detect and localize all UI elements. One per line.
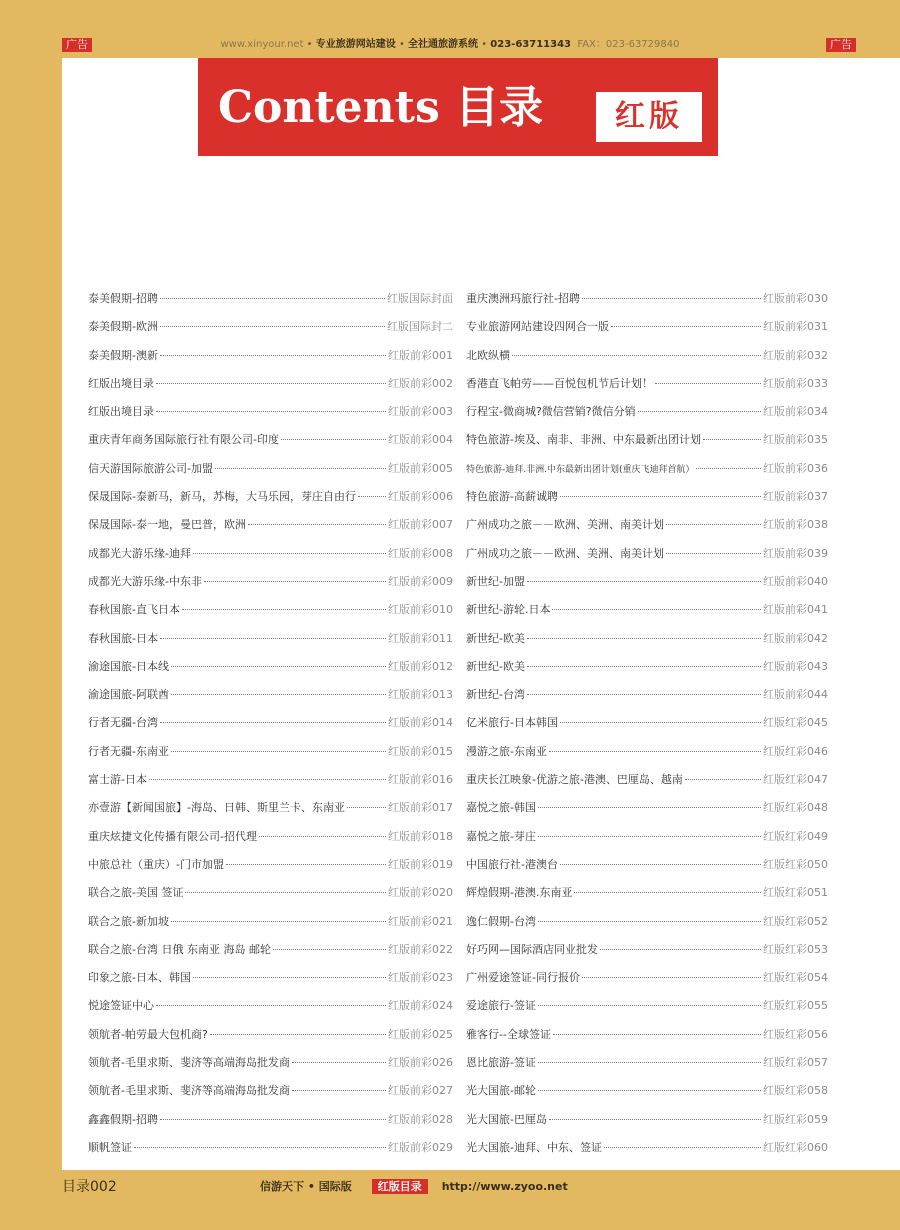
ad-badge-left: 广告 bbox=[62, 38, 92, 52]
toc-entry[interactable] bbox=[466, 743, 828, 771]
toc-entry-title: 新世纪-欧美 bbox=[466, 659, 525, 673]
leader-dots bbox=[160, 355, 386, 356]
leader-dots bbox=[527, 694, 761, 695]
top-bar bbox=[0, 35, 900, 55]
toc-entry-page: 红版前彩022 bbox=[388, 942, 453, 956]
footer-page-number: 目录002 bbox=[62, 1179, 117, 1195]
leader-dots bbox=[171, 694, 386, 695]
header-service-1: 专业旅游网站建设 bbox=[315, 39, 396, 50]
toc-entry-page: 红版红彩056 bbox=[763, 1027, 828, 1041]
toc-entry-page: 红版前彩037 bbox=[763, 490, 828, 504]
toc-right-column bbox=[466, 290, 828, 1167]
toc-entry-page: 红版红彩047 bbox=[763, 773, 828, 787]
toc-entry-title: 重庆炫捷文化传播有限公司-招代理 bbox=[88, 829, 257, 843]
leader-dots bbox=[553, 1034, 761, 1035]
toc-entry-title: 富士游-日本 bbox=[88, 773, 147, 787]
toc-entry-title: 渝途国旅-日本线 bbox=[88, 659, 169, 673]
ad-badge-right: 广告 bbox=[826, 38, 856, 52]
toc-entry-title: 联合之旅-美国 签证 bbox=[88, 886, 184, 900]
toc-entry[interactable] bbox=[88, 318, 453, 346]
edition-badge: 红版 bbox=[596, 92, 702, 142]
toc-entry-page: 红版前彩015 bbox=[388, 744, 453, 758]
toc-entry[interactable] bbox=[466, 403, 828, 431]
toc-entry-title: 春秋国旅-直飞日本 bbox=[88, 603, 180, 617]
toc-entry-page: 红版前彩044 bbox=[763, 688, 828, 702]
toc-entry[interactable] bbox=[88, 1111, 453, 1139]
toc-left-column bbox=[88, 290, 453, 1167]
leader-dots bbox=[703, 439, 761, 440]
toc-entry-page: 红版前彩013 bbox=[388, 688, 453, 702]
toc-entry-title: 亦壹游【新闻国旅】-海岛、日韩、斯里兰卡、东南亚 bbox=[88, 801, 345, 815]
toc-entry-page: 红版前彩042 bbox=[763, 631, 828, 645]
toc-entry-page: 红版红彩046 bbox=[763, 744, 828, 758]
leader-dots bbox=[160, 326, 385, 327]
toc-entry[interactable] bbox=[88, 969, 453, 997]
leader-dots bbox=[527, 666, 761, 667]
header-fax: FAX：023-63729840 bbox=[577, 39, 680, 50]
toc-entry[interactable] bbox=[466, 516, 828, 544]
toc-entry-title: 嘉悦之旅-芽庄 bbox=[466, 829, 536, 843]
toc-entry-page: 红版前彩039 bbox=[763, 546, 828, 560]
header-info: www.xinyour.net • 专业旅游网站建设 • 全社通旅游系统 • 023-63711343 FAX：023-63729840 bbox=[220, 39, 680, 50]
toc-entry[interactable] bbox=[466, 828, 828, 856]
toc-entry-page: 红版红彩045 bbox=[763, 716, 828, 730]
leader-dots bbox=[273, 949, 386, 950]
toc-entry-title: 渝途国旅-阿联酋 bbox=[88, 688, 169, 702]
toc-entry-title: 光大国旅-巴厘岛 bbox=[466, 1112, 547, 1126]
leader-dots bbox=[226, 864, 386, 865]
toc-entry-title: 广州成功之旅－－欧洲、美洲、南美计划 bbox=[466, 518, 664, 532]
toc-entry[interactable] bbox=[88, 1082, 453, 1110]
toc-entry-page: 红版前彩016 bbox=[388, 773, 453, 787]
leader-dots bbox=[134, 1147, 386, 1148]
leader-dots bbox=[259, 836, 386, 837]
leader-dots bbox=[156, 1005, 386, 1006]
toc-entry-page: 红版前彩005 bbox=[388, 461, 453, 475]
toc-entry[interactable] bbox=[88, 941, 453, 969]
toc-entry-title: 重庆澳洲玛旅行社-招聘 bbox=[466, 292, 580, 305]
toc-entry-page: 红版红彩050 bbox=[763, 857, 828, 871]
toc-entry[interactable] bbox=[466, 913, 828, 941]
toc-entry-page: 红版前彩024 bbox=[388, 999, 453, 1013]
toc-entry-page: 红版红彩051 bbox=[763, 886, 828, 900]
toc-entry[interactable] bbox=[88, 375, 453, 403]
leader-dots bbox=[560, 722, 761, 723]
toc-entry-title: 爱途旅行-签证 bbox=[466, 999, 536, 1013]
footer-center bbox=[260, 1178, 568, 1194]
leader-dots bbox=[685, 779, 761, 780]
leader-dots bbox=[527, 581, 761, 582]
toc-entry[interactable] bbox=[88, 771, 453, 799]
toc-entry-page: 红版前彩012 bbox=[388, 659, 453, 673]
toc-entry-page: 红版红彩055 bbox=[763, 999, 828, 1013]
toc-entry-page: 红版红彩057 bbox=[763, 1056, 828, 1070]
toc-entry-page: 红版前彩003 bbox=[388, 405, 453, 419]
leader-dots bbox=[292, 1090, 386, 1091]
toc-entry-page: 红版前彩026 bbox=[388, 1056, 453, 1070]
leader-dots bbox=[160, 638, 386, 639]
toc-entry-title: 中国旅行社-港澳台 bbox=[466, 857, 558, 871]
toc-entry-title: 成都光大游乐缘-迪拜 bbox=[88, 546, 191, 560]
toc-entry-page: 红版国际封二 bbox=[387, 320, 453, 334]
toc-entry[interactable] bbox=[466, 601, 828, 629]
toc-entry-page: 红版前彩038 bbox=[763, 518, 828, 532]
leader-dots bbox=[156, 383, 386, 384]
toc-entry[interactable] bbox=[466, 290, 828, 318]
leader-dots bbox=[149, 779, 386, 780]
header-service-2: 全社通旅游系统 bbox=[408, 39, 479, 50]
leader-dots bbox=[538, 921, 761, 922]
toc-entry-page: 红版红彩053 bbox=[763, 942, 828, 956]
toc-entry-title: 新世纪-台湾 bbox=[466, 688, 525, 702]
leader-dots bbox=[358, 496, 386, 497]
toc-entry-title: 春秋国旅-日本 bbox=[88, 631, 158, 645]
toc-entry[interactable] bbox=[88, 1054, 453, 1082]
toc-entry-title: 雅客行--全球签证 bbox=[466, 1027, 551, 1041]
leader-dots bbox=[171, 666, 386, 667]
toc-entry-page: 红版前彩020 bbox=[388, 886, 453, 900]
toc-entry[interactable] bbox=[88, 431, 453, 459]
leader-dots bbox=[160, 1119, 386, 1120]
leader-dots bbox=[560, 864, 761, 865]
toc-entry[interactable] bbox=[88, 686, 453, 714]
toc-entry[interactable] bbox=[466, 1026, 828, 1054]
toc-entry-title: 成都光大游乐缘-中东非 bbox=[88, 574, 202, 588]
toc-entry-page: 红版前彩025 bbox=[388, 1027, 453, 1041]
leader-dots bbox=[582, 977, 761, 978]
toc-entry-title: 泰美假期-澳新 bbox=[88, 348, 158, 362]
leader-dots bbox=[655, 383, 761, 384]
toc-entry-title: 中旅总社（重庆）-门市加盟 bbox=[88, 857, 224, 871]
toc-entry-page: 红版前彩010 bbox=[388, 603, 453, 617]
leader-dots bbox=[696, 468, 761, 469]
toc-entry[interactable] bbox=[466, 799, 828, 827]
toc-entry-page: 红版前彩032 bbox=[763, 348, 828, 362]
toc-entry-page: 红版前彩028 bbox=[388, 1112, 453, 1126]
toc-entry-page: 红版前彩030 bbox=[763, 292, 828, 305]
toc-entry-title: 新世纪-游轮.日本 bbox=[466, 603, 551, 617]
toc-entry[interactable] bbox=[466, 573, 828, 601]
toc-entry-title: 广州成功之旅－－欧洲、美洲、南美计划 bbox=[466, 546, 664, 560]
toc-entry-page: 红版国际封面 bbox=[387, 292, 453, 305]
toc-entry[interactable] bbox=[88, 488, 453, 516]
toc-entry-page: 红版红彩052 bbox=[763, 914, 828, 928]
toc-entry-page: 红版前彩002 bbox=[388, 376, 453, 390]
toc-entry[interactable] bbox=[466, 884, 828, 912]
toc-entry[interactable] bbox=[466, 630, 828, 658]
toc-entry-page: 红版前彩031 bbox=[763, 320, 828, 334]
header-site-link[interactable]: www.xinyour.net bbox=[220, 39, 304, 50]
toc-entry-page: 红版前彩033 bbox=[763, 376, 828, 390]
toc-entry[interactable] bbox=[466, 1139, 828, 1167]
toc-entry-title: 特色旅游-迪拜.非洲.中东最新出团计划(重庆飞迪拜首航） bbox=[466, 464, 695, 475]
toc-entry[interactable] bbox=[88, 403, 453, 431]
toc-entry-title: 新世纪-欧美 bbox=[466, 631, 525, 645]
footer-brand: 信游天下 • 国际版 bbox=[260, 1180, 352, 1193]
toc-entry-title: 逸仁假期-台湾 bbox=[466, 914, 536, 928]
leader-dots bbox=[549, 751, 761, 752]
toc-entry-page: 红版前彩021 bbox=[388, 914, 453, 928]
toc-entry-page: 红版前彩004 bbox=[388, 433, 453, 447]
toc-entry[interactable] bbox=[88, 1026, 453, 1054]
toc-entry-page: 红版前彩035 bbox=[763, 433, 828, 447]
toc-entry-title: 联合之旅-新加坡 bbox=[88, 914, 169, 928]
toc-entry[interactable] bbox=[466, 460, 828, 488]
toc-entry[interactable] bbox=[88, 516, 453, 544]
toc-entry[interactable] bbox=[88, 573, 453, 601]
toc-entry[interactable] bbox=[88, 856, 453, 884]
toc-entry-page: 红版前彩040 bbox=[763, 574, 828, 588]
toc-entry[interactable] bbox=[466, 545, 828, 573]
toc-entry-title: 信天游国际旅游公司-加盟 bbox=[88, 461, 213, 475]
toc-entry-title: 新世纪-加盟 bbox=[466, 574, 525, 588]
leader-dots bbox=[210, 1034, 386, 1035]
toc-entry-title: 北欧纵横 bbox=[466, 348, 510, 362]
toc-entry-title: 专业旅游网站建设四网合一版 bbox=[466, 320, 609, 334]
leader-dots bbox=[347, 807, 386, 808]
toc-entry-page: 红版前彩014 bbox=[388, 716, 453, 730]
toc-entry-title: 重庆青年商务国际旅行社有限公司-印度 bbox=[88, 433, 279, 447]
toc-entry[interactable] bbox=[88, 714, 453, 742]
toc-entry[interactable] bbox=[88, 997, 453, 1025]
toc-entry[interactable] bbox=[466, 658, 828, 686]
leader-dots bbox=[193, 553, 386, 554]
leader-dots bbox=[538, 807, 761, 808]
toc-entry-title: 联合之旅-台湾 日俄 东南亚 海岛 邮轮 bbox=[88, 942, 271, 956]
toc-entry-title: 特色旅游-埃及、南非、非洲、中东最新出团计划 bbox=[466, 433, 701, 447]
leader-dots bbox=[552, 609, 761, 610]
toc-entry-title: 领航者-帕劳最大包机商? bbox=[88, 1027, 208, 1041]
toc-entry-title: 鑫鑫假期-招聘 bbox=[88, 1112, 158, 1126]
leader-dots bbox=[600, 949, 761, 950]
leader-dots bbox=[248, 524, 386, 525]
leader-dots bbox=[538, 1005, 761, 1006]
toc-entry-title: 漫游之旅-东南亚 bbox=[466, 744, 547, 758]
toc-entry-title: 泰美假期-招聘 bbox=[88, 292, 158, 305]
leader-dots bbox=[160, 298, 385, 299]
toc-entry[interactable] bbox=[466, 1111, 828, 1139]
toc-entry-page: 红版红彩049 bbox=[763, 829, 828, 843]
leader-dots bbox=[666, 553, 761, 554]
toc-entry[interactable] bbox=[466, 771, 828, 799]
toc-entry[interactable] bbox=[466, 375, 828, 403]
toc-entry[interactable] bbox=[466, 997, 828, 1025]
toc-entry-title: 悦途签证中心 bbox=[88, 999, 154, 1013]
toc-entry[interactable] bbox=[466, 856, 828, 884]
contents-banner bbox=[198, 58, 718, 156]
leader-dots bbox=[292, 1062, 386, 1063]
toc-entry-page: 红版红彩054 bbox=[763, 971, 828, 985]
leader-dots bbox=[160, 722, 386, 723]
leader-dots bbox=[604, 1147, 761, 1148]
footer-bar bbox=[0, 1172, 900, 1200]
toc-entry-page: 红版前彩041 bbox=[763, 603, 828, 617]
toc-entry[interactable] bbox=[88, 1139, 453, 1167]
toc-entry-title: 领航者-毛里求斯、斐济等高端海岛批发商 bbox=[88, 1056, 290, 1070]
leader-dots bbox=[560, 496, 761, 497]
toc-entry[interactable] bbox=[88, 743, 453, 771]
toc-entry[interactable] bbox=[88, 347, 453, 375]
toc-entry-title: 领航者-毛里求斯、斐济等高端海岛批发商 bbox=[88, 1084, 290, 1098]
toc-entry-page: 红版前彩034 bbox=[763, 405, 828, 419]
toc-entry-page: 红版前彩009 bbox=[388, 574, 453, 588]
toc-entry-title: 亿米旅行-日本韩国 bbox=[466, 716, 558, 730]
leader-dots bbox=[538, 836, 761, 837]
toc-entry-title: 印象之旅-日本、韩国 bbox=[88, 971, 191, 985]
leader-dots bbox=[574, 892, 761, 893]
toc-entry[interactable] bbox=[466, 488, 828, 516]
toc-entry[interactable] bbox=[88, 601, 453, 629]
toc-entry[interactable] bbox=[466, 714, 828, 742]
toc-entry-title: 红版出境目录 bbox=[88, 376, 154, 390]
toc-entry[interactable] bbox=[88, 884, 453, 912]
toc-entry-title: 行者无疆-东南亚 bbox=[88, 744, 169, 758]
toc-entry-page: 红版前彩018 bbox=[388, 829, 453, 843]
leader-dots bbox=[666, 524, 761, 525]
toc-entry-page: 红版前彩043 bbox=[763, 659, 828, 673]
toc-entry[interactable] bbox=[466, 1082, 828, 1110]
toc-entry-page: 红版前彩011 bbox=[388, 631, 453, 645]
toc-entry[interactable] bbox=[88, 630, 453, 658]
toc-entry-page: 红版前彩017 bbox=[388, 801, 453, 815]
toc-entry-title: 保晟国际-泰一地，曼巴普，欧洲 bbox=[88, 518, 246, 532]
leader-dots bbox=[171, 921, 386, 922]
toc-entry[interactable] bbox=[88, 828, 453, 856]
toc-entry-title: 嘉悦之旅-韩国 bbox=[466, 801, 536, 815]
toc-entry[interactable] bbox=[88, 460, 453, 488]
toc-entry-title: 好巧网—国际酒店同业批发 bbox=[466, 942, 598, 956]
footer-tag: 红版目录 bbox=[372, 1179, 428, 1194]
toc-entry-page: 红版前彩007 bbox=[388, 518, 453, 532]
leader-dots bbox=[582, 298, 761, 299]
toc-entry-page: 红版前彩027 bbox=[388, 1084, 453, 1098]
toc-entry-page: 红版前彩029 bbox=[388, 1140, 453, 1154]
toc-entry-page: 红版红彩058 bbox=[763, 1084, 828, 1098]
leader-dots bbox=[611, 326, 761, 327]
toc-entry-title: 广州爱途签证-同行报价 bbox=[466, 971, 580, 985]
toc-entry[interactable] bbox=[88, 545, 453, 573]
toc-entry-title: 光大国旅-邮轮 bbox=[466, 1084, 536, 1098]
banner-title: Contents 目录 bbox=[218, 82, 544, 133]
toc-entry-page: 红版前彩006 bbox=[388, 490, 453, 504]
leader-dots bbox=[549, 1119, 761, 1120]
toc-entry-page: 红版红彩059 bbox=[763, 1112, 828, 1126]
leader-dots bbox=[538, 1090, 761, 1091]
toc-entry-title: 泰美假期-欧洲 bbox=[88, 320, 158, 334]
toc-entry[interactable] bbox=[88, 658, 453, 686]
leader-dots bbox=[204, 581, 386, 582]
toc-entry-page: 红版前彩001 bbox=[388, 348, 453, 362]
toc-entry-page: 红版红彩048 bbox=[763, 801, 828, 815]
leader-dots bbox=[638, 411, 761, 412]
toc-entry[interactable] bbox=[88, 290, 453, 318]
leader-dots bbox=[171, 751, 386, 752]
leader-dots bbox=[185, 892, 386, 893]
toc-entry[interactable] bbox=[466, 941, 828, 969]
toc-entry[interactable] bbox=[466, 431, 828, 459]
leader-dots bbox=[193, 977, 386, 978]
toc-entry[interactable] bbox=[466, 318, 828, 346]
leader-dots bbox=[512, 355, 761, 356]
leader-dots bbox=[182, 609, 386, 610]
toc-entry-page: 红版前彩019 bbox=[388, 857, 453, 871]
toc-entry-title: 重庆长江映象-优游之旅-港澳、巴厘岛、越南 bbox=[466, 773, 683, 787]
toc-entry-page: 红版红彩060 bbox=[763, 1140, 828, 1154]
leader-dots bbox=[215, 468, 386, 469]
toc-entry-title: 香港直飞帕劳——百悦包机节后计划！ bbox=[466, 376, 653, 390]
toc-entry-page: 红版前彩036 bbox=[763, 461, 828, 475]
toc-entry[interactable] bbox=[466, 686, 828, 714]
toc-entry[interactable] bbox=[466, 1054, 828, 1082]
header-phone: 023-63711343 bbox=[490, 39, 571, 50]
toc-entry-title: 顺帆签证 bbox=[88, 1140, 132, 1154]
toc-entry-page: 红版前彩008 bbox=[388, 546, 453, 560]
leader-dots bbox=[156, 411, 386, 412]
toc-entry-title: 红版出境目录 bbox=[88, 405, 154, 419]
toc-entry-title: 光大国旅-迪拜、中东、签证 bbox=[466, 1140, 602, 1154]
footer-url[interactable]: http://www.zyoo.net bbox=[441, 1180, 568, 1193]
toc-entry[interactable] bbox=[466, 969, 828, 997]
toc-entry[interactable] bbox=[466, 347, 828, 375]
toc-entry-title: 保晟国际-泰新马，新马，苏梅，大马乐园，芽庄自由行 bbox=[88, 490, 356, 504]
toc-entry-title: 辉煌假期-港澳.东南亚 bbox=[466, 886, 573, 900]
leader-dots bbox=[538, 1062, 761, 1063]
toc-entry-title: 行程宝-微商城?微信营销?微信分销 bbox=[466, 405, 636, 419]
toc-entry-title: 特色旅游-高薪诚聘 bbox=[466, 490, 558, 504]
toc-entry[interactable] bbox=[88, 799, 453, 827]
toc-entry-page: 红版前彩023 bbox=[388, 971, 453, 985]
toc-entry-title: 行者无疆-台湾 bbox=[88, 716, 158, 730]
toc-entry[interactable] bbox=[88, 913, 453, 941]
leader-dots bbox=[527, 638, 761, 639]
leader-dots bbox=[281, 439, 386, 440]
toc-entry-title: 恩比旅游-签证 bbox=[466, 1056, 536, 1070]
